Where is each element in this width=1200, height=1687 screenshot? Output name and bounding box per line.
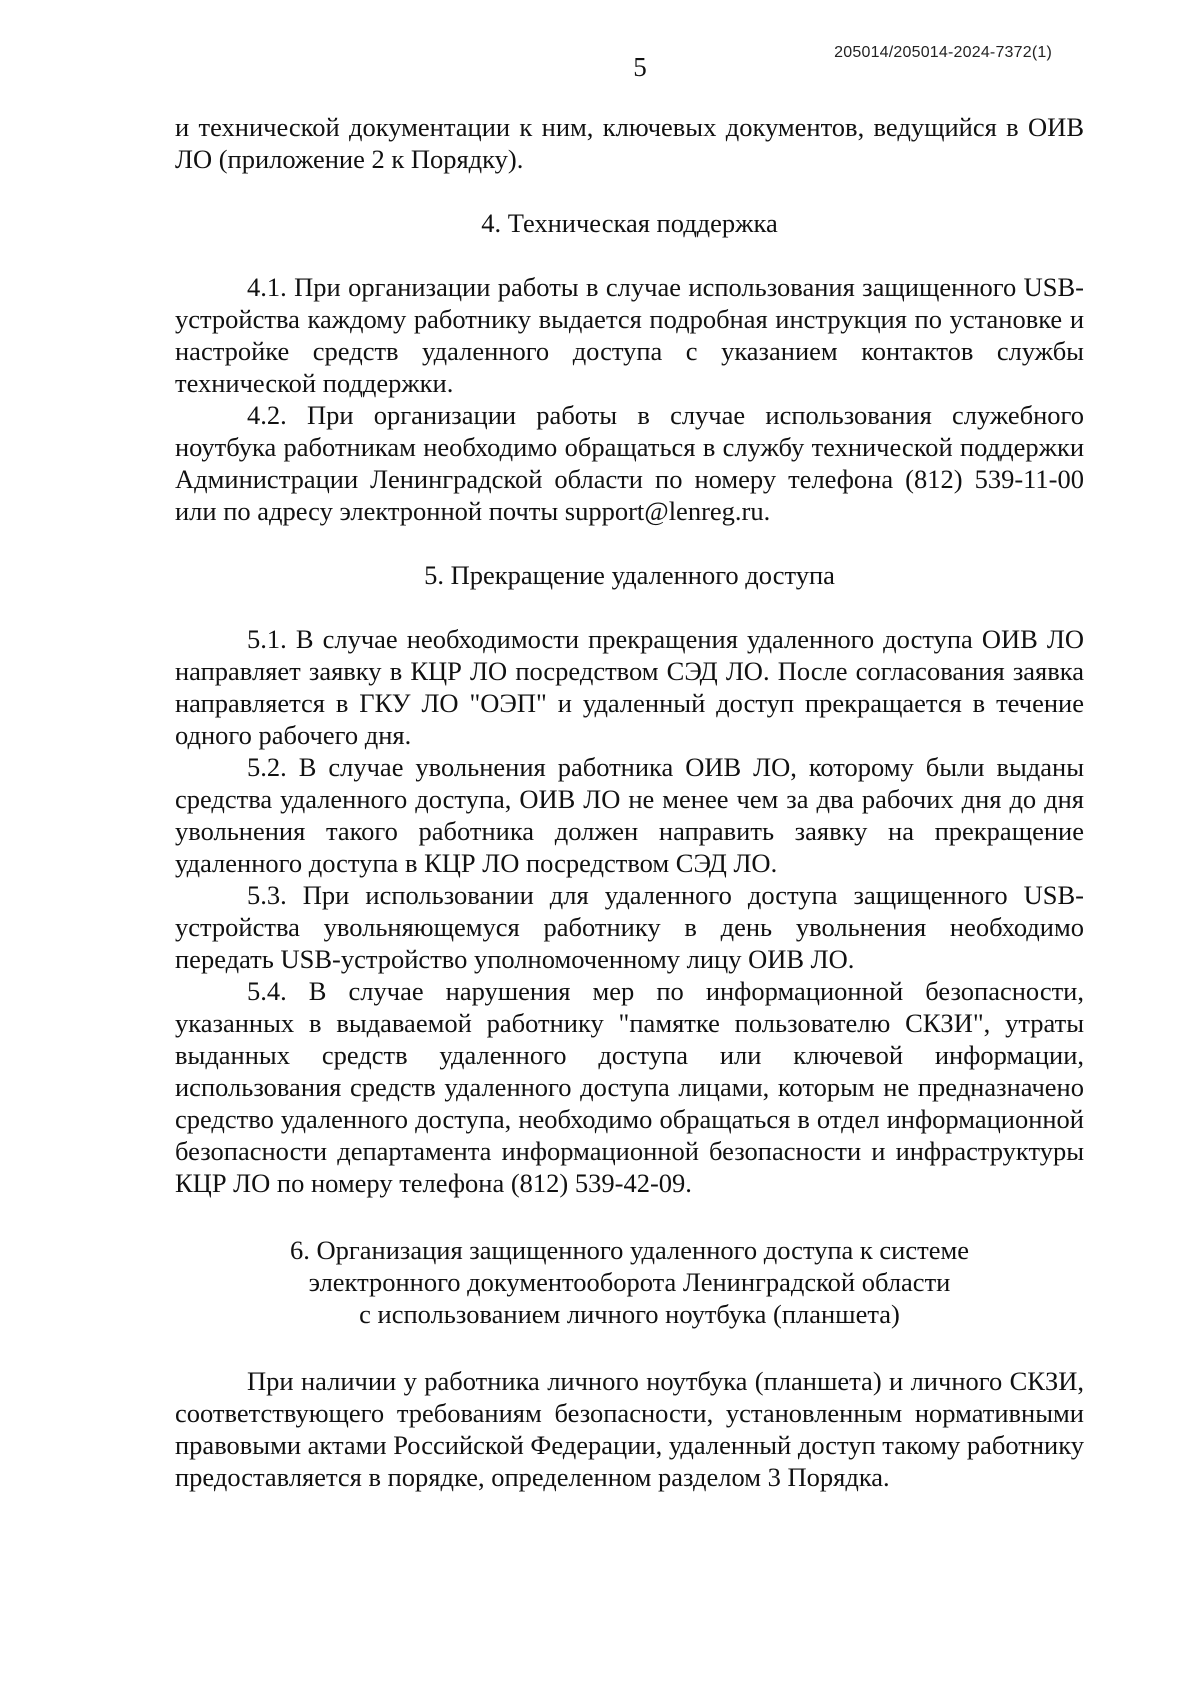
section-6-heading-line-2: электронного документооборота Ленинградской области: [308, 1267, 951, 1297]
paragraph-5-1: 5.1. В случае необходимости прекращения удаленного доступа ОИВ ЛО направляет заявку в КЦР ЛО посредством СЭД ЛО. После согласования заявка направляется в ГКУ ЛО "ОЭП" и удаленный доступ прекращается в течение одного рабочего дня.: [175, 624, 1084, 750]
paragraph-5-2: 5.2. В случае увольнения работника ОИВ ЛО, которому были выданы средства удаленного доступа, ОИВ ЛО не менее чем за два рабочих дня до дня увольнения такого работника должен направить заявку на прекращение удаленного доступа в КЦР ЛО посредством СЭД ЛО.: [175, 752, 1084, 878]
paragraph-5-4: 5.4. В случае нарушения мер по информационной безопасности, указанных в выдаваемой работнику "памятке пользователю СКЗИ", утраты выданных средств удаленного доступа или ключевой информации, использования средств удаленного доступа лицами, которым не предназначено средство удаленного доступа, необходимо обращаться в отдел информационной безопасности департамента информационной безопасности и инфраструктуры КЦР ЛО по номеру телефона (812) 539-42-09.: [175, 976, 1084, 1198]
paragraph-5-3: 5.3. При использовании для удаленного доступа защищенного USB-устройства увольняющемуся работнику в день увольнения необходимо передать USB-устройство уполномоченному лицу ОИВ ЛО.: [175, 880, 1084, 974]
document-id: 205014/205014-2024-7372(1): [834, 44, 1052, 61]
paragraph-4-2: 4.2. При организации работы в случае использования служебного ноутбука работникам необходимо обращаться в службу технической поддержки Администрации Ленинградской области по номеру телефона (812) 539-11-00 или по адресу электронной почты support@lenreg.ru.: [175, 400, 1084, 526]
section-6-heading-line-1: 6. Организация защищенного удаленного доступа к системе: [290, 1235, 969, 1265]
section-6-heading: [175, 1234, 1084, 1330]
paragraph-6-1: При наличии у работника личного ноутбука (планшета) и личного СКЗИ, соответствующего требованиям безопасности, установленным нормативными правовыми актами Российской Федерации, удаленный доступ такому работнику предоставляется в порядке, определенном разделом 3 Порядка.: [175, 1366, 1084, 1492]
section-6-heading-line-3: с использованием личного ноутбука (планшета): [359, 1299, 900, 1329]
paragraph-4-1: 4.1. При организации работы в случае использования защищенного USB-устройства каждому работнику выдается подробная инструкция по установке и настройке средств удаленного доступа с указанием контактов службы технической поддержки.: [175, 272, 1084, 398]
section-5-heading: 5. Прекращение удаленного доступа: [424, 560, 835, 590]
page-number: 5: [633, 52, 647, 82]
continuation-paragraph: и технической документации к ним, ключевых документов, ведущийся в ОИВ ЛО (приложение 2 к Порядку).: [175, 112, 1084, 174]
document-body: [175, 111, 1084, 1493]
section-4-heading: 4. Техническая поддержка: [481, 208, 778, 238]
